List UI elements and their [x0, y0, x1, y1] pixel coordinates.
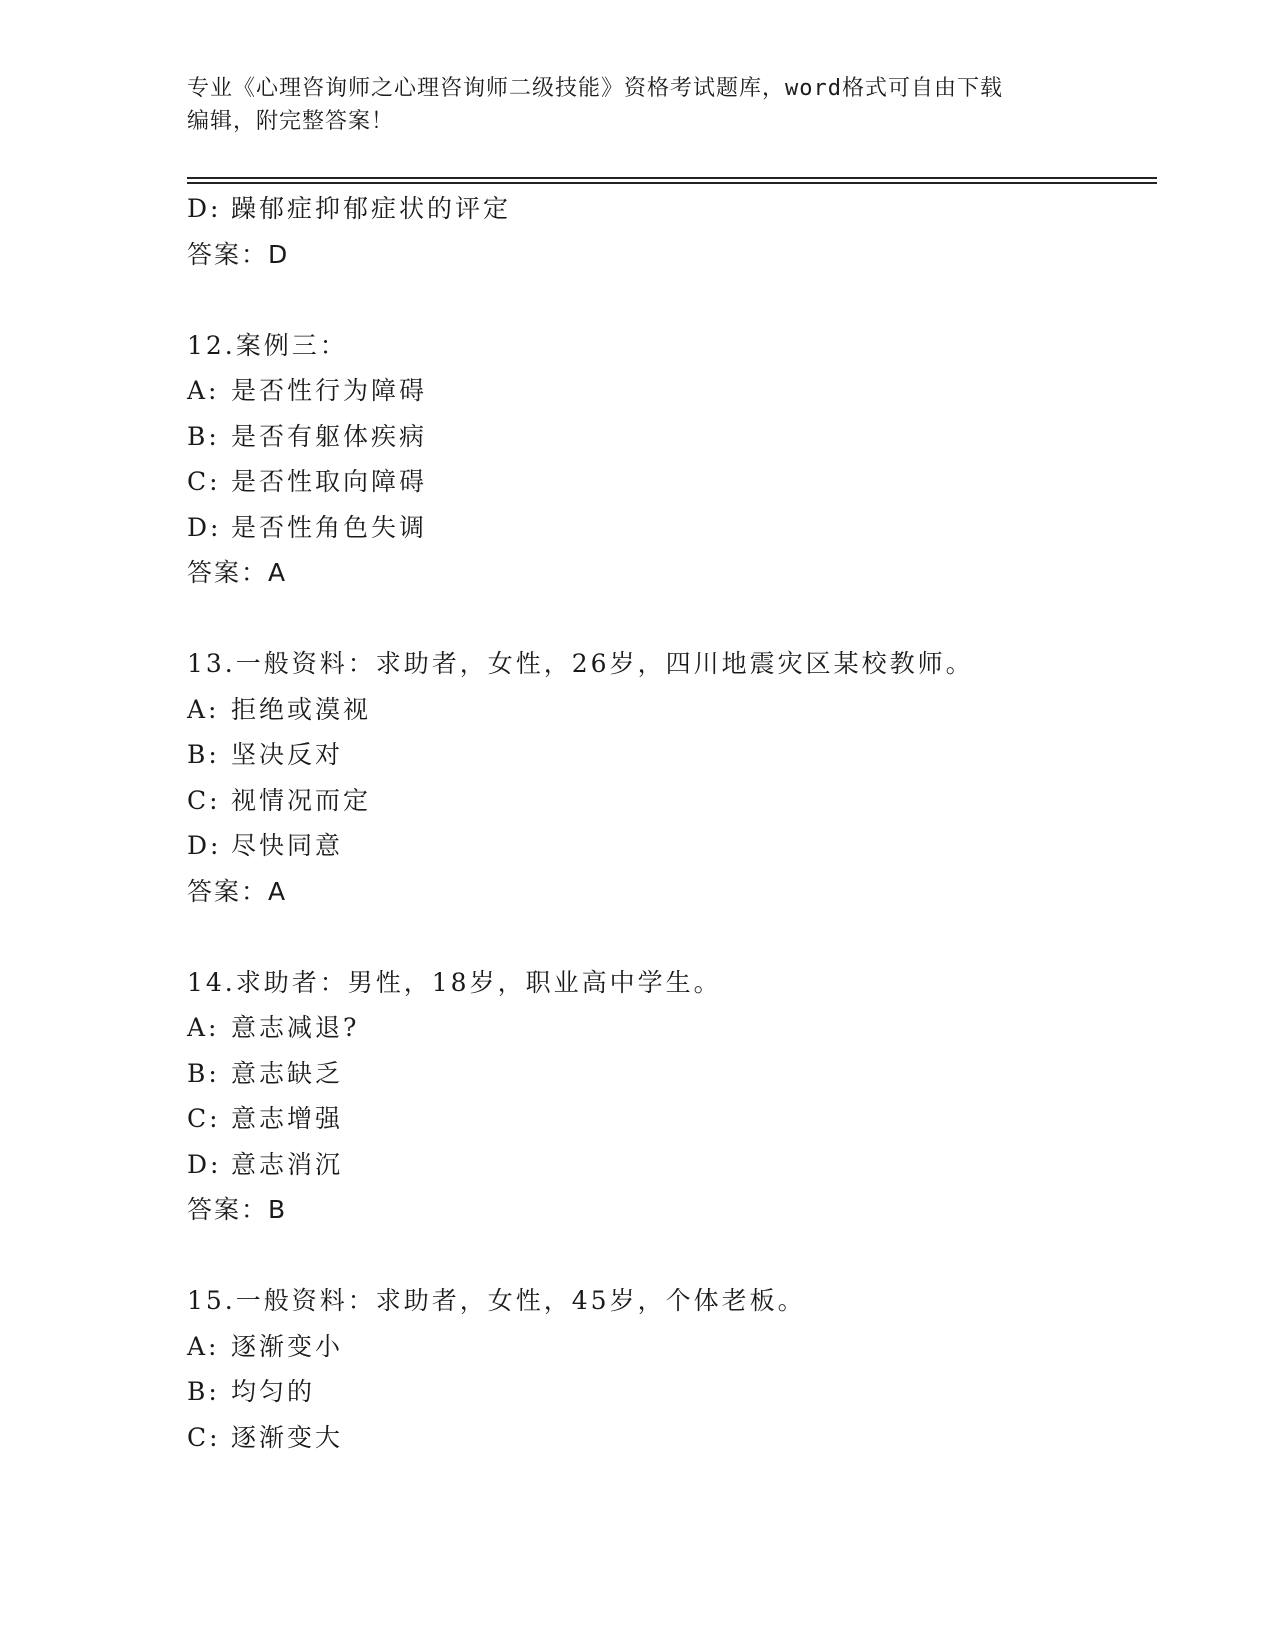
option-text: 是否有躯体疾病 [231, 421, 428, 451]
option-text: 意志增强 [231, 1104, 344, 1133]
spacer [187, 1233, 1147, 1279]
option-key: B: [187, 1058, 220, 1088]
header-line-1: 专业《心理咨询师之心理咨询师二级技能》资格考试题库，word格式可自由下载 [187, 76, 1003, 101]
option-line [187, 505, 1147, 551]
option-line [187, 778, 1147, 824]
answer-line: 答案：A [187, 558, 288, 587]
option-line [187, 368, 1147, 414]
option-line [187, 414, 1147, 460]
option-key: A: [187, 376, 220, 405]
option-text: 意志缺乏 [231, 1058, 344, 1088]
option-key: B: [187, 1377, 220, 1406]
option-text: 均匀的 [231, 1377, 316, 1406]
option-key: B: [187, 740, 220, 769]
option-key: C: [187, 467, 221, 496]
option-key: A: [187, 1013, 220, 1042]
spacer [187, 277, 1147, 323]
option-text: 躁郁症抑郁症状的评定 [231, 194, 512, 223]
option-text: 尽快同意 [231, 831, 344, 860]
option-text: 是否性取向障碍 [231, 467, 428, 496]
option-line [187, 687, 1147, 733]
option-line [187, 186, 1147, 232]
option-text: 意志减退? [231, 1013, 360, 1042]
option-key: C: [187, 1422, 221, 1452]
header-divider-top [187, 177, 1157, 179]
answer-line: 答案：A [187, 876, 288, 906]
option-line [187, 1096, 1147, 1142]
option-text: 是否性行为障碍 [231, 376, 428, 405]
option-line [187, 459, 1147, 505]
answer-line: 答案：D [187, 239, 290, 269]
option-line [187, 1369, 1147, 1415]
option-text: 坚决反对 [231, 740, 344, 769]
spacer [187, 914, 1147, 960]
option-line [187, 823, 1147, 869]
option-key: A: [187, 694, 220, 724]
question-title: 14.求助者：男性，18岁，职业高中学生。 [187, 967, 722, 997]
option-text: 视情况而定 [231, 785, 372, 815]
option-line [187, 1324, 1147, 1370]
question-title: 13.一般资料：求助者，女性，26岁，四川地震灾区某校教师。 [187, 649, 974, 678]
option-key: C: [187, 785, 221, 815]
option-text: 逐渐变小 [231, 1331, 344, 1361]
option-key: C: [187, 1104, 221, 1133]
spacer [187, 596, 1147, 642]
option-line [187, 732, 1147, 778]
option-key: D: [187, 194, 222, 223]
question-title: 15.一般资料：求助者，女性，45岁，个体老板。 [187, 1286, 806, 1315]
option-line [187, 1051, 1147, 1097]
option-text: 逐渐变大 [231, 1422, 344, 1452]
option-line [187, 1005, 1147, 1051]
document-header [187, 72, 1087, 138]
option-line [187, 1415, 1147, 1461]
answer-line: 答案：B [187, 1195, 288, 1224]
option-key: A: [187, 1331, 220, 1361]
option-key: B: [187, 421, 220, 451]
option-key: D: [187, 1149, 222, 1179]
option-line [187, 1142, 1147, 1188]
option-text: 意志消沉 [231, 1149, 344, 1179]
option-text: 是否性角色失调 [231, 512, 428, 542]
option-key: D: [187, 831, 222, 860]
question-list [187, 186, 1147, 1460]
option-key: D: [187, 512, 222, 542]
header-line-2: 编辑，附完整答案！ [187, 109, 395, 134]
header-divider-bottom [187, 182, 1157, 184]
option-text: 拒绝或漠视 [231, 694, 372, 724]
question-title: 12.案例三： [187, 330, 348, 360]
